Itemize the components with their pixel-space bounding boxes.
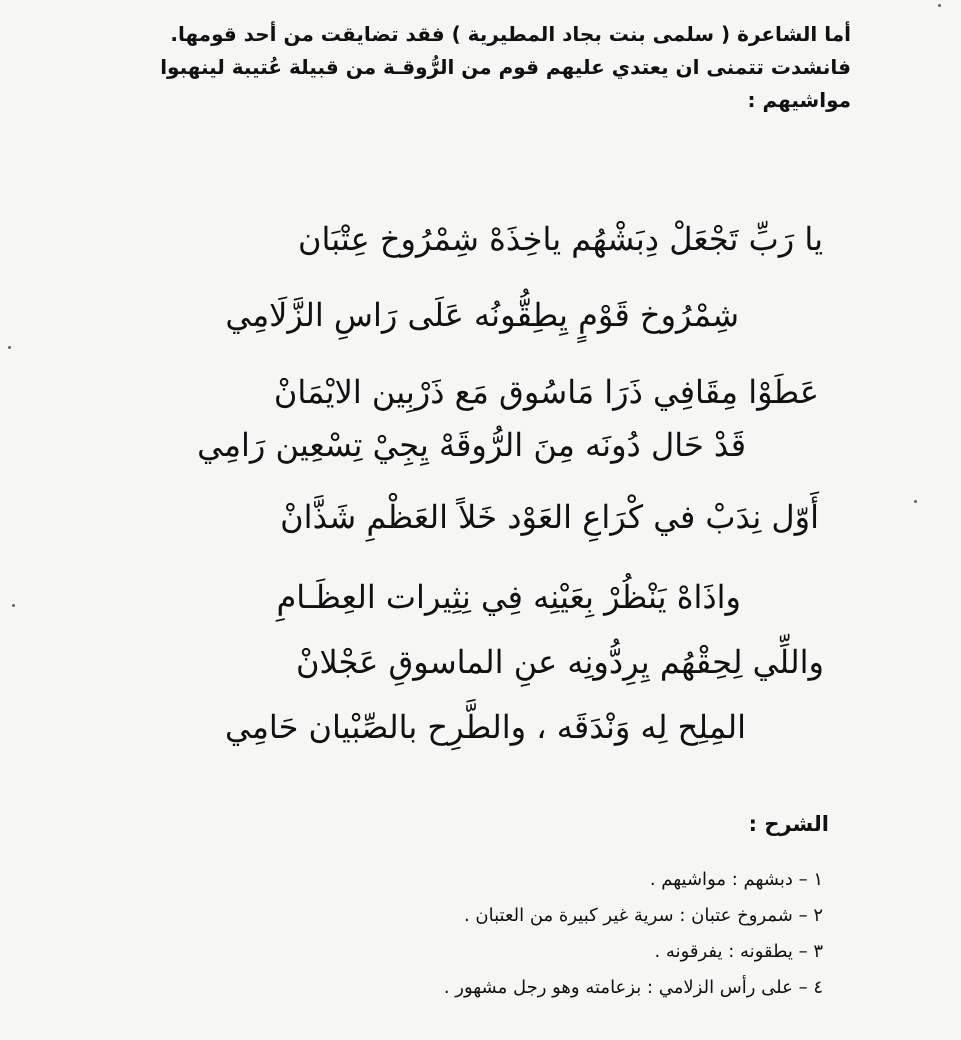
poem bbox=[0, 208, 961, 768]
poem-verse-line: قَدْ حَال دُونَه مِنَ الرُّوقَهْ يِجِيْ تِسْعِين رَامِي bbox=[197, 426, 746, 464]
note-item: ١ – دبشهم : مواشيهم . bbox=[649, 869, 823, 890]
intro-line: مواشيهم : bbox=[747, 88, 851, 112]
scan-speck bbox=[938, 4, 941, 7]
explanation-heading: الشرح : bbox=[748, 812, 829, 836]
poem-verse-line: عَطَوْا مِقَافِي ذَرَا مَاسُوق مَع ذَرْبِين الايْمَانْ bbox=[273, 373, 819, 411]
poem-verse-line: واذَاهْ يَنْظُرْ بِعَيْنِه فِي نِثِيرات العِظَـامِ bbox=[276, 578, 741, 616]
poem-verse-line: يا رَبِّ تَجْعَلْ دِبَشْهُم ياخِذَهْ شِمْرُوخ عِتْبَان bbox=[298, 220, 823, 258]
poem-verse-line: شِمْرُوخ قَوْمٍ يِطِقُّونُه عَلَى رَاسِ الزَّلَامِي bbox=[225, 296, 739, 334]
note-item: ٤ – على رأس الزلامي : بزعامته وهو رجل مشهور . bbox=[443, 977, 823, 998]
poem-verse-line: أَوّل نِدَبْ في كْرَاعِ العَوْد خَلاً العَظْمِ شَذَّانْ bbox=[280, 498, 819, 536]
scan-speck bbox=[12, 604, 15, 607]
poem-verse-line: واللِّي لِحِقْهُم يِرِدُّونِه عنِ الماسوقِ عَجْلانْ bbox=[295, 643, 824, 681]
note-item: ٣ – يطقونه : يفرقونه . bbox=[654, 941, 823, 962]
poem-verse-line: المِلِح لِه وَنْدَقَه ، والطَّرِح بالصِّبْيان حَامِي bbox=[225, 708, 746, 746]
intro-line: أما الشاعرة ( سلمى بنت بجاد المطيرية ) فقد تضايقت من أحد قومها. bbox=[170, 22, 851, 46]
scan-speck bbox=[914, 500, 917, 503]
scan-speck bbox=[8, 346, 11, 349]
intro-paragraph bbox=[91, 18, 851, 117]
note-item: ٢ – شمروخ عتبان : سرية غير كبيرة من العتبان . bbox=[463, 905, 823, 926]
explanation-notes bbox=[123, 862, 823, 1006]
intro-line: فانشدت تتمنى ان يعتدي عليهم قوم من الرُّوقـة من قبيلة عُتيبة لينهبوا bbox=[160, 55, 851, 79]
